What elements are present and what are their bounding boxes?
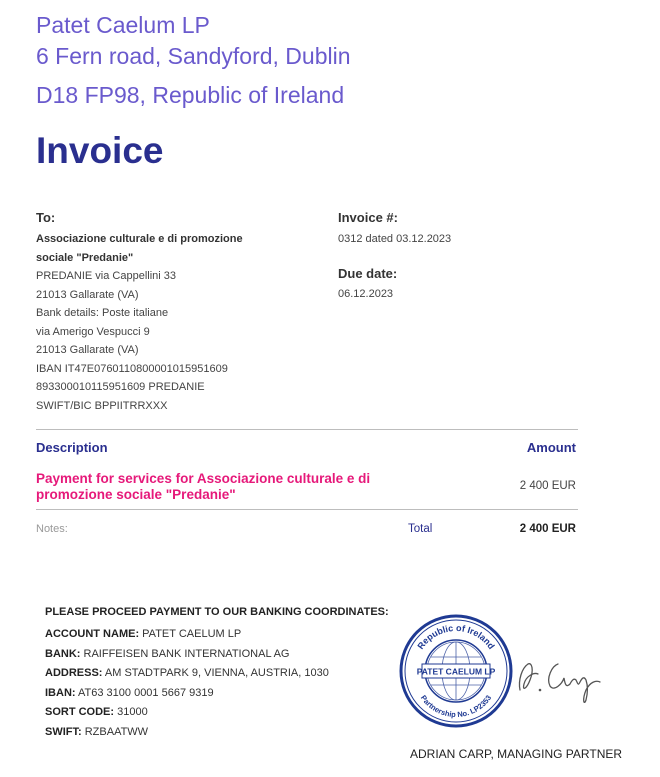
recipient-line: 21013 Gallarate (VA): [36, 344, 139, 356]
banking-row-account-name: ACCOUNT NAME: PATET CAELUM LP: [45, 628, 242, 640]
recipient-line: Bank details: Poste italiane: [36, 307, 169, 319]
signatory-name: ADRIAN CARP, MANAGING PARTNER: [410, 747, 623, 761]
col-amount-header: Amount: [526, 440, 576, 455]
company-stamp: [398, 613, 514, 729]
line-item-description-line1: Payment for services for Associazione culturale e di: [36, 471, 371, 486]
stamp-ring-bottom: Partnership No. LP2353: [418, 693, 494, 720]
banking-heading: PLEASE PROCEED PAYMENT TO OUR BANKING COORDINATES:: [45, 606, 389, 618]
line-item-amount: 2 400 EUR: [519, 480, 576, 492]
company-address-line1: 6 Fern road, Sandyford, Dublin: [36, 43, 351, 69]
total-value: 2 400 EUR: [519, 523, 576, 535]
banking-row-swift: SWIFT: RZBAATWW: [45, 725, 149, 738]
invoice-number-value: 0312 dated 03.12.2023: [338, 233, 452, 245]
total-label: Total: [408, 523, 433, 535]
banking-row-iban: IBAN: AT63 3100 0001 5667 9319: [45, 686, 214, 699]
recipient-line: 893300010115951609 PREDANIE: [36, 381, 205, 393]
col-description-header: Description: [36, 440, 108, 455]
banking-row-sort-code: SORT CODE: 31000: [45, 706, 148, 718]
company-address-line2: D18 FP98, Republic of Ireland: [36, 82, 345, 108]
recipient-line: via Amerigo Vespucci 9: [36, 325, 150, 338]
invoice-number-label: Invoice #:: [338, 210, 398, 225]
recipient-name-line1: Associazione culturale e di promozione: [36, 233, 243, 245]
recipient-line: SWIFT/BIC BPPIITRRXXX: [36, 399, 168, 412]
recipient-line: PREDANIE via Cappellini 33: [36, 270, 177, 282]
page-title: Invoice: [36, 130, 164, 171]
due-date-label: Due date:: [338, 266, 398, 281]
recipient-name-line2: sociale "Predanie": [36, 251, 134, 264]
banking-row-address: ADDRESS: AM STADTPARK 9, VIENNA, AUSTRIA, 1030: [45, 667, 329, 679]
divider: [36, 509, 578, 510]
divider: [36, 429, 578, 430]
banking-row-bank: BANK: RAIFFEISEN BANK INTERNATIONAL AG: [45, 647, 290, 660]
recipient-line: IBAN IT47E0760110800001015951609: [36, 362, 228, 375]
signature: [512, 650, 607, 710]
line-item-description: [36, 471, 370, 503]
notes-label: Notes:: [36, 523, 68, 535]
stamp-ring-top: Republic of Ireland: [415, 622, 497, 652]
recipient-line: 21013 Gallarate (VA): [36, 288, 139, 301]
banking-details: [45, 625, 329, 742]
company-name: Patet Caelum LP: [36, 12, 210, 38]
line-item-description-line2: promozione sociale "Predanie": [36, 487, 236, 502]
stamp-center: PATET CAELUM LP: [416, 666, 496, 677]
due-date-value: 06.12.2023: [338, 288, 394, 300]
recipient-block: [36, 230, 243, 415]
to-label: To:: [36, 210, 56, 225]
